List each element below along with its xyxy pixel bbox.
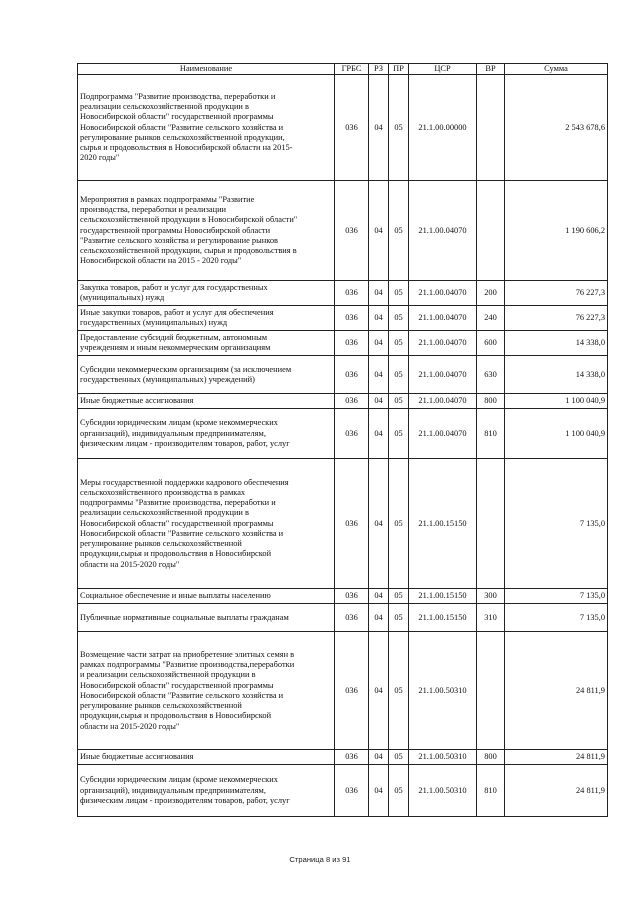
row-sum: 14 338,0 [505, 331, 608, 356]
row-rz: 04 [369, 394, 389, 409]
row-rz: 04 [369, 459, 389, 589]
row-grbs: 036 [335, 632, 369, 750]
row-rz: 04 [369, 306, 389, 331]
row-vr: 600 [477, 331, 505, 356]
row-sum: 7 135,0 [505, 589, 608, 604]
row-csr: 21.1.00.04070 [409, 306, 477, 331]
row-pr: 05 [389, 181, 409, 281]
row-name: Субсидии некоммерческим организациям (за исключением государственных (муниципальных) учреждений) [78, 356, 335, 394]
row-rz: 04 [369, 604, 389, 632]
row-rz: 04 [369, 281, 389, 306]
row-grbs: 036 [335, 75, 369, 181]
row-vr: 200 [477, 281, 505, 306]
table-row [78, 181, 608, 281]
row-rz: 04 [369, 765, 389, 817]
row-name: Субсидии юридическим лицам (кроме некоммерческих организаций), индивидуальным предпринимателям, физическим лицам - производителям товаров, работ, услуг [78, 409, 335, 459]
row-name: Возмещение части затрат на приобретение элитных семян в рамках подпрограммы "Развитие производства,переработки и реализации сельскохозяйственной продукции в Новосибирской области" государственной программы Новосибирской области "Развитие сельского хозяйства и регулирование рынков сельскохозяйственной продукции,сырья и продовольствия в Новосибирской области на 2015-2020 годы" [78, 632, 335, 750]
row-pr: 05 [389, 306, 409, 331]
row-grbs: 036 [335, 604, 369, 632]
row-rz: 04 [369, 356, 389, 394]
header-sum: Сумма [505, 64, 608, 75]
row-name: Подпрограмма "Развитие производства, переработки и реализации сельскохозяйственной продукции в Новосибирской области" государственной программы Новосибирской области "Развитие сельского хозяйства и регулирование рынков сельскохозяйственной продукции, сырья и продовольствия в Новосибирской области на 2015- 2020 годы" [78, 75, 335, 181]
row-pr: 05 [389, 604, 409, 632]
row-name: Иные бюджетные ассигнования [78, 750, 335, 765]
header-rz: РЗ [369, 64, 389, 75]
row-pr: 05 [389, 750, 409, 765]
row-grbs: 036 [335, 459, 369, 589]
table-row [78, 765, 608, 817]
row-pr: 05 [389, 281, 409, 306]
row-csr: 21.1.00.04070 [409, 394, 477, 409]
row-rz: 04 [369, 750, 389, 765]
row-name: Публичные нормативные социальные выплаты гражданам [78, 604, 335, 632]
table-row [78, 409, 608, 459]
row-pr: 05 [389, 356, 409, 394]
row-grbs: 036 [335, 306, 369, 331]
row-pr: 05 [389, 394, 409, 409]
row-csr: 21.1.00.15150 [409, 604, 477, 632]
table-row [78, 750, 608, 765]
header-grbs: ГРБС [335, 64, 369, 75]
row-csr: 21.1.00.50310 [409, 632, 477, 750]
row-rz: 04 [369, 75, 389, 181]
row-name: Закупка товаров, работ и услуг для государственных (муниципальных) нужд [78, 281, 335, 306]
row-csr: 21.1.00.15150 [409, 589, 477, 604]
row-sum: 76 227,3 [505, 281, 608, 306]
table-row [78, 306, 608, 331]
table-row [78, 604, 608, 632]
budget-table [77, 63, 608, 817]
row-vr [477, 459, 505, 589]
row-vr: 300 [477, 589, 505, 604]
table-row [78, 75, 608, 181]
row-vr: 310 [477, 604, 505, 632]
row-grbs: 036 [335, 356, 369, 394]
row-name: Меры государственной поддержки кадрового обеспечения сельскохозяйственного производства в рамках подпрограммы "Развитие производства, переработки и реализации сельскохозяйственной продукции в Новосибирской области" государственной программы Новосибирской области "Развитие сельского хозяйства и регулирование рынков сельскохозяйственной продукции,сырья и продовольствия в Новосибирской области на 2015-2020 годы" [78, 459, 335, 589]
row-grbs: 036 [335, 409, 369, 459]
row-sum: 24 811,9 [505, 632, 608, 750]
row-grbs: 036 [335, 765, 369, 817]
row-rz: 04 [369, 181, 389, 281]
row-vr: 810 [477, 765, 505, 817]
row-vr: 800 [477, 750, 505, 765]
row-sum: 1 190 606,2 [505, 181, 608, 281]
row-sum: 24 811,9 [505, 750, 608, 765]
row-pr: 05 [389, 459, 409, 589]
row-csr: 21.1.00.04070 [409, 181, 477, 281]
row-sum: 1 100 040,9 [505, 409, 608, 459]
row-grbs: 036 [335, 181, 369, 281]
row-csr: 21.1.00.50310 [409, 750, 477, 765]
table-row [78, 589, 608, 604]
row-rz: 04 [369, 589, 389, 604]
row-rz: 04 [369, 632, 389, 750]
table-row [78, 356, 608, 394]
row-name: Социальное обеспечение и иные выплаты населению [78, 589, 335, 604]
row-rz: 04 [369, 409, 389, 459]
header-pr: ПР [389, 64, 409, 75]
table-row [78, 331, 608, 356]
row-csr: 21.1.00.04070 [409, 409, 477, 459]
row-sum: 14 338,0 [505, 356, 608, 394]
row-name: Иные бюджетные ассигнования [78, 394, 335, 409]
row-sum: 2 543 678,6 [505, 75, 608, 181]
row-csr: 21.1.00.04070 [409, 356, 477, 394]
row-sum: 24 811,9 [505, 765, 608, 817]
row-pr: 05 [389, 75, 409, 181]
page-number: Страница 8 из 91 [289, 855, 351, 864]
row-pr: 05 [389, 765, 409, 817]
row-csr: 21.1.00.00000 [409, 75, 477, 181]
row-vr: 810 [477, 409, 505, 459]
row-grbs: 036 [335, 589, 369, 604]
row-csr: 21.1.00.50310 [409, 765, 477, 817]
table-row [78, 394, 608, 409]
row-sum: 1 100 040,9 [505, 394, 608, 409]
row-pr: 05 [389, 589, 409, 604]
row-rz: 04 [369, 331, 389, 356]
row-vr: 800 [477, 394, 505, 409]
row-name: Субсидии юридическим лицам (кроме некоммерческих организаций), индивидуальным предпринимателям, физическим лицам - производителям товаров, работ, услуг [78, 765, 335, 817]
row-sum: 7 135,0 [505, 604, 608, 632]
row-name: Иные закупки товаров, работ и услуг для обеспечения государственных (муниципальных) нужд [78, 306, 335, 331]
row-vr: 240 [477, 306, 505, 331]
row-name: Предоставление субсидий бюджетным, автономным учреждениям и иным некоммерческим организациям [78, 331, 335, 356]
row-sum: 7 135,0 [505, 459, 608, 589]
header-name: Наименование [78, 64, 335, 75]
header-vr: ВР [477, 64, 505, 75]
row-sum: 76 227,3 [505, 306, 608, 331]
row-grbs: 036 [335, 394, 369, 409]
row-grbs: 036 [335, 750, 369, 765]
row-vr [477, 75, 505, 181]
row-pr: 05 [389, 331, 409, 356]
row-vr: 630 [477, 356, 505, 394]
row-grbs: 036 [335, 281, 369, 306]
row-csr: 21.1.00.15150 [409, 459, 477, 589]
row-vr [477, 181, 505, 281]
row-pr: 05 [389, 632, 409, 750]
table-row [78, 281, 608, 306]
row-grbs: 036 [335, 331, 369, 356]
table-row [78, 632, 608, 750]
row-pr: 05 [389, 409, 409, 459]
row-name: Мероприятия в рамках подпрограммы "Развитие производства, переработки и реализации сельскохозяйственной продукции в Новосибирской области" государственной программы Новосибирской области "Развитие сельского хозяйства и регулирование рынков сельскохозяйственной продукции, сырья и продовольствия в Новосибирской области на 2015 - 2020 годы" [78, 181, 335, 281]
row-csr: 21.1.00.04070 [409, 281, 477, 306]
table-row [78, 459, 608, 589]
header-csr: ЦСР [409, 64, 477, 75]
table-header-row [78, 64, 608, 75]
row-vr [477, 632, 505, 750]
row-csr: 21.1.00.04070 [409, 331, 477, 356]
